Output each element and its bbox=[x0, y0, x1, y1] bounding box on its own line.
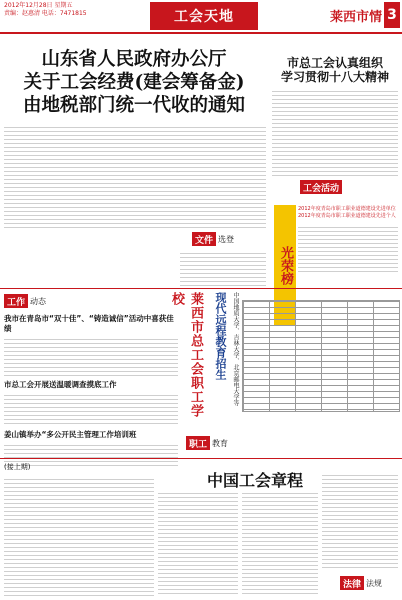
side-title-line-2: 学习贯彻十八大精神 bbox=[280, 70, 389, 84]
section-tag-work bbox=[4, 294, 46, 308]
documents-body bbox=[180, 250, 266, 286]
news-item-2-title: 市总工会开展送温暖调查摸底工作 bbox=[4, 380, 117, 389]
tag-label: 职工 bbox=[186, 436, 210, 450]
charter-title: 中国工会章程 bbox=[206, 471, 303, 490]
continued-label: (接上期) bbox=[4, 463, 31, 471]
tag-label: 工作 bbox=[4, 294, 28, 308]
lead-article-title bbox=[0, 48, 268, 117]
honor-roll-label: 光荣榜 bbox=[274, 205, 296, 325]
editor-line: 责编：赵惠清 电话：7471815 bbox=[4, 10, 87, 17]
news-item-1-title: 我市在青岛市“双十佳”、“铸造诚信”活动中喜获佳绩 bbox=[4, 314, 174, 333]
honor-line-1: 2012年度青岛市职工职业道德建设先进单位 bbox=[298, 206, 396, 212]
section-tag-activity bbox=[300, 180, 342, 194]
honor-list bbox=[298, 224, 398, 274]
section-badge: 工会天地 bbox=[150, 2, 258, 30]
paper-name: 莱西市情 bbox=[329, 10, 382, 25]
lead-title-line-2: 关于工会经费(建会筹备金) bbox=[23, 72, 245, 93]
news-item-1-body bbox=[4, 336, 178, 376]
school-title: 莱西市总工会职工学校 bbox=[169, 292, 203, 418]
news-column bbox=[4, 314, 178, 468]
charter-column-2 bbox=[158, 490, 238, 596]
tag-tail: 动态 bbox=[30, 296, 47, 306]
news-item-2-body bbox=[4, 392, 178, 426]
mid-rule bbox=[0, 288, 402, 289]
school-subtitle: 现代远程教育招生 bbox=[214, 292, 227, 380]
lead-title-line-3: 由地税部门统一代收的通知 bbox=[22, 95, 245, 116]
lead-title-line-1: 山东省人民政府办公厅 bbox=[41, 49, 227, 70]
lower-rule bbox=[0, 458, 402, 459]
tag-tail: 教育 bbox=[212, 438, 229, 448]
tag-tail: 选登 bbox=[218, 234, 235, 244]
school-note: 中国地质大学、吉林大学、北京邮电大学等 bbox=[232, 292, 239, 406]
masthead-info bbox=[4, 2, 154, 32]
side-title-line-1: 市总工会认真组织 bbox=[286, 56, 383, 70]
tag-label: 文件 bbox=[192, 232, 216, 246]
charter-column-3 bbox=[242, 490, 318, 596]
side-article-body bbox=[272, 88, 398, 178]
news-item-3-title: 姜山镇举办“多公开民主管理工作培训班 bbox=[4, 430, 137, 439]
header-rule bbox=[0, 32, 402, 34]
honor-line-2: 2012年度青岛市职工职业道德建设先进个人 bbox=[298, 213, 396, 219]
section-tag-law bbox=[340, 576, 382, 590]
date-line: 2012年12月28日 星期五 bbox=[4, 2, 73, 9]
tag-label: 法律 bbox=[340, 576, 364, 590]
charter-column-1 bbox=[4, 476, 154, 596]
tag-tail: 法规 bbox=[366, 578, 383, 588]
charter-column-4 bbox=[322, 472, 398, 568]
lead-article-body bbox=[4, 124, 266, 228]
section-tag-education bbox=[186, 436, 228, 450]
side-article-title bbox=[270, 56, 400, 84]
page-number: 3 bbox=[384, 2, 400, 28]
section-tag-documents bbox=[192, 232, 234, 246]
honor-roll bbox=[298, 206, 398, 274]
tag-label: 工会活动 bbox=[300, 180, 342, 194]
enrollment-table bbox=[242, 300, 400, 412]
